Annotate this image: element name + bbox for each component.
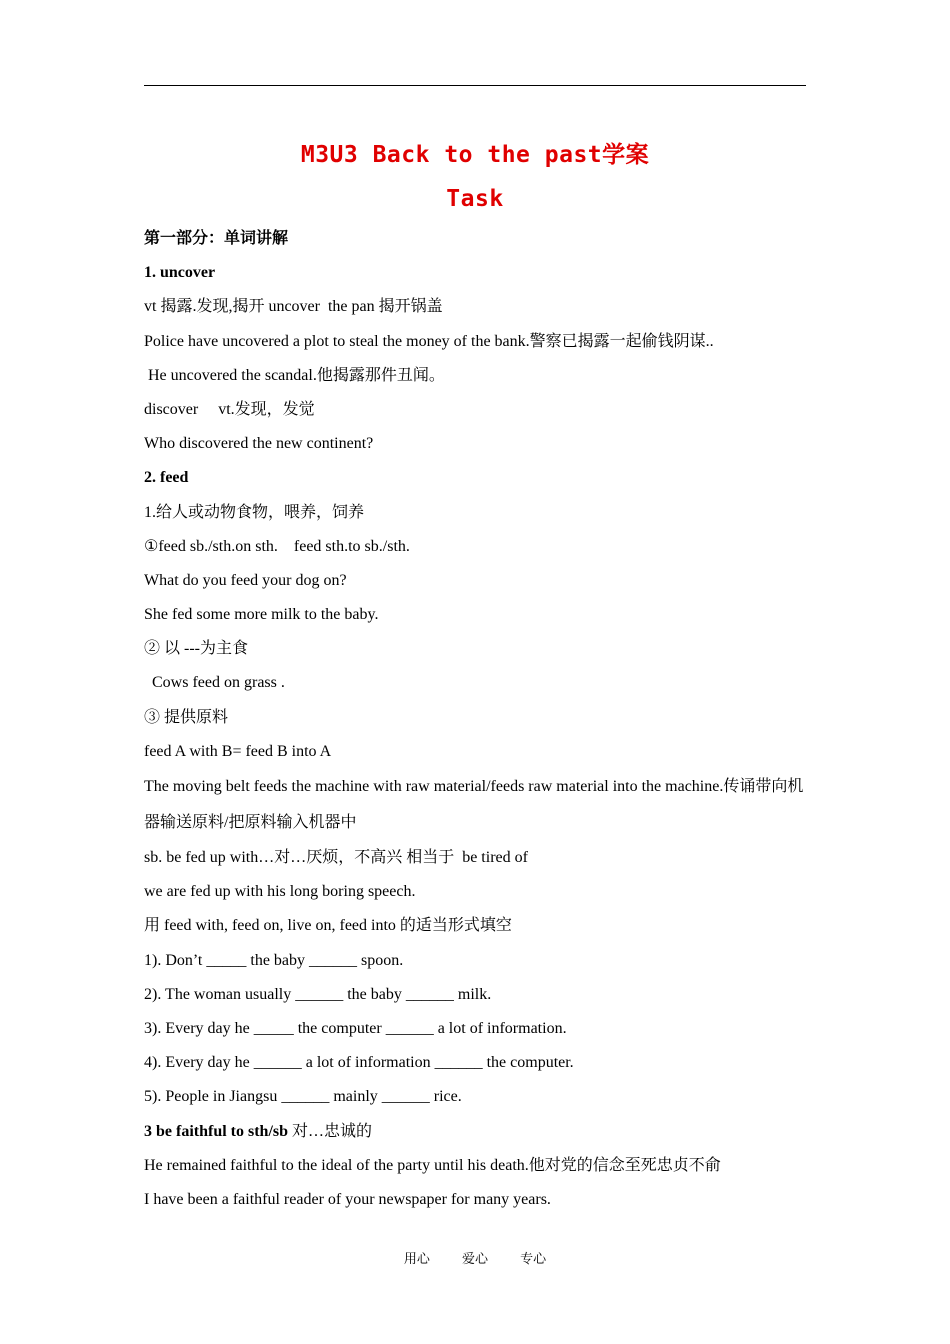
text-line: 2. feed bbox=[144, 469, 189, 487]
text-line: 第一部分：单词讲解 bbox=[144, 230, 289, 247]
text-line bbox=[144, 1115, 814, 1149]
document-body bbox=[144, 222, 814, 1217]
text-line: vt 揭露.发现,揭开 uncover the pan 揭开锅盖 bbox=[144, 298, 443, 316]
text-line: He remained faithful to the ideal of the party until his death.他对党的信念至死忠贞不俞 bbox=[144, 1156, 721, 1174]
text-line: feed A with B= feed B into A bbox=[144, 742, 332, 760]
text-line: She fed some more milk to the baby. bbox=[144, 606, 379, 624]
text-line: 5). People in Jiangsu ______ mainly ______ rice. bbox=[144, 1088, 462, 1106]
text-line: 1. uncover bbox=[144, 264, 216, 282]
text-line-bold-part: 3 be faithful to sth/sb bbox=[144, 1122, 289, 1140]
document-subtitle: Task bbox=[446, 186, 504, 212]
text-line: 1.给人或动物食物，喂养，饲养 bbox=[144, 503, 365, 521]
text-line: ② 以 ---为主食 bbox=[144, 640, 248, 658]
header-rule bbox=[144, 85, 806, 86]
text-line: 1). Don’t _____ the baby ______ spoon. bbox=[144, 951, 404, 969]
text-line: we are fed up with his long boring speech. bbox=[144, 883, 416, 901]
footer-item: 爱心 bbox=[461, 1252, 488, 1267]
text-line: He uncovered the scandal.他揭露那件丑闻。 bbox=[144, 366, 445, 384]
text-line: 4). Every day he ______ a lot of information ______ the computer. bbox=[144, 1054, 574, 1072]
text-line: 3). Every day he _____ the computer ______ a lot of information. bbox=[144, 1019, 567, 1037]
text-line: 2). The woman usually ______ the baby ______ milk. bbox=[144, 985, 492, 1003]
text-line: Cows feed on grass . bbox=[144, 674, 285, 692]
text-line: The moving belt feeds the machine with raw material/feeds raw material into the machine.传诵带向机器输送原料/把原料输入机器中 bbox=[144, 778, 804, 831]
text-line: sb. be fed up with…对…厌烦，不高兴 相当于 be tired of bbox=[144, 849, 528, 866]
page-footer bbox=[0, 1248, 950, 1267]
text-line: 用 feed with, feed on, live on, feed into 的适当形式填空 bbox=[144, 917, 512, 935]
text-line: I have been a faithful reader of your newspaper for many years. bbox=[144, 1190, 551, 1208]
footer-item: 用心 bbox=[403, 1252, 430, 1267]
text-line: What do you feed your dog on? bbox=[144, 571, 347, 589]
footer-item: 专心 bbox=[520, 1252, 547, 1267]
document-title: M3U3 Back to the past学案 bbox=[300, 142, 650, 168]
text-line: ①feed sb./sth.on sth. feed sth.to sb./sth. bbox=[144, 537, 410, 555]
text-line-rest: 对…忠诚的 bbox=[288, 1122, 373, 1140]
text-line: Police have uncovered a plot to steal the money of the bank.警察已揭露一起偷钱阴谋.. bbox=[144, 332, 714, 350]
text-line: ③ 提供原料 bbox=[144, 708, 229, 726]
text-line: discover vt.发现，发觉 bbox=[144, 400, 315, 418]
text-line: Who discovered the new continent? bbox=[144, 435, 374, 453]
